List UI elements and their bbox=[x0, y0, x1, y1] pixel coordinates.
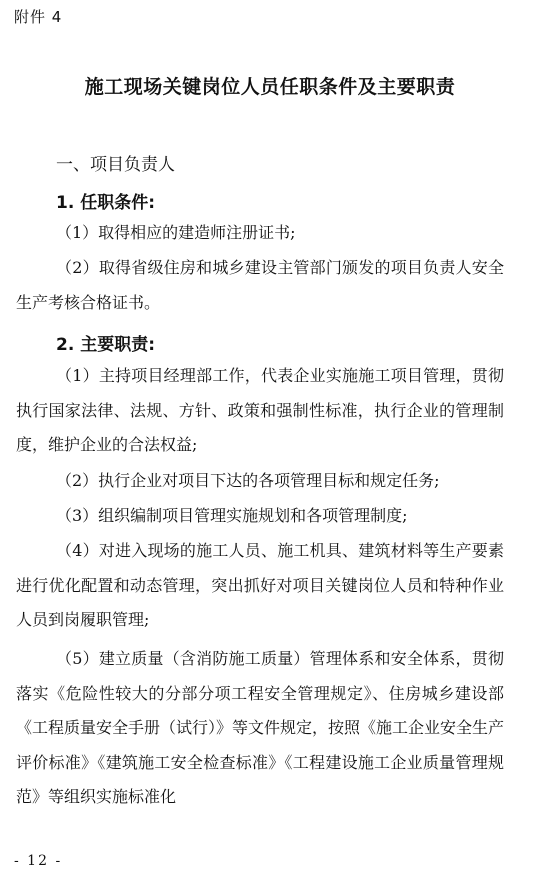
qualification-item-2: （2）取得省级住房和城乡建设主管部门颁发的项目负责人安全生产考核合格证书。 bbox=[16, 258, 504, 312]
page-number: - 12 - bbox=[14, 853, 63, 869]
section-heading-project-leader: 一、项目负责人 bbox=[56, 155, 175, 175]
qualifications-heading: 1. 任职条件: bbox=[56, 193, 156, 213]
duty-item-4: （4）对进入现场的施工人员、施工机具、建筑材料等生产要素进行优化配置和动态管理，突出抓好对项目关键岗位人员和特种作业人员到岗履职管理; bbox=[16, 541, 504, 629]
duties-heading: 2. 主要职责: bbox=[56, 335, 156, 355]
document-title: 施工现场关键岗位人员任职条件及主要职责 bbox=[84, 76, 456, 98]
duty-item-2: （2）执行企业对项目下达的各项管理目标和规定任务; bbox=[56, 471, 440, 490]
qualification-item-1: （1）取得相应的建造师注册证书; bbox=[56, 223, 296, 242]
attachment-label: 附件 4 bbox=[14, 8, 63, 26]
duty-item-5: （5）建立质量（含消防施工质量）管理体系和安全体系，贯彻落实《危险性较大的分部分项工程安全管理规定》、住房城乡建设部《工程质量安全手册（试行）》等文件规定，按照《施工企业安全生产评价标准》《建筑施工安全检查标准》《工程建设施工企业质量管理规范》等组织实施标准化 bbox=[16, 649, 505, 806]
duty-item-1: （1）主持项目经理部工作，代表企业实施施工项目管理，贯彻执行国家法律、法规、方针、政策和强制性标准，执行企业的管理制度，维护企业的合法权益; bbox=[16, 366, 504, 454]
duty-item-3: （3）组织编制项目管理实施规划和各项管理制度; bbox=[56, 506, 408, 525]
